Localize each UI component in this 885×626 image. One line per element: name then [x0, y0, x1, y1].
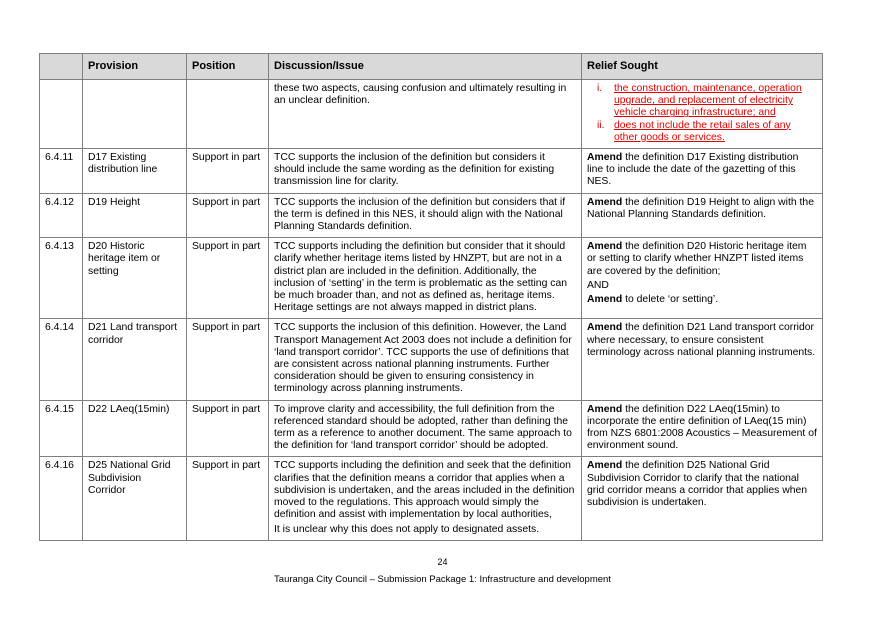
page-number: 24 — [437, 557, 448, 567]
cell-position: Support in part — [187, 149, 269, 194]
discussion-paragraph: It is unclear why this does not apply to designated assets. — [274, 523, 540, 535]
relief-text: AND — [587, 279, 609, 291]
relief-text: the definition D19 Height to align with the National Planning Standards definition. — [587, 196, 817, 220]
list-numeral: ii. — [597, 119, 605, 131]
relief-text: the definition D20 Historic heritage item or setting to clarify whether HNZPT listed items are covered by the definition; — [587, 241, 810, 277]
cell-discussion — [269, 238, 582, 319]
cell-position: Support in part — [187, 457, 269, 540]
cell-relief — [582, 149, 823, 194]
submission-table — [39, 53, 823, 541]
cell-number: 6.4.16 — [40, 457, 83, 540]
cell-position — [187, 80, 269, 149]
relief-text: to delete ‘or setting’. — [622, 294, 719, 306]
cell-discussion — [269, 149, 582, 194]
relief-paragraph — [587, 197, 817, 221]
relief-list-item — [587, 83, 817, 120]
discussion-paragraph: TCC supports including the definition and seek that the definition clarifies that the definition means a corridor that applies when a subdivision is undertaken, and the areas included in the definition moved to the regulations. This approach would simply the definition and assist with implementation by local authorities, — [274, 460, 575, 521]
discussion-paragraph: TCC supports the inclusion of the definition but considers it should include the same wording as the definition for existing transmission line for clarity. — [274, 152, 555, 188]
list-text: does not include the retail sales of any other goods or services. — [614, 119, 791, 143]
table-row — [40, 457, 823, 540]
relief-list-item — [587, 120, 817, 144]
amend-keyword: Amend — [587, 294, 623, 306]
cell-relief — [582, 80, 823, 149]
cell-number: 6.4.14 — [40, 319, 83, 400]
cell-provision: D22 LAeq(15min) — [83, 400, 187, 457]
cell-position: Support in part — [187, 238, 269, 319]
cell-position: Support in part — [187, 400, 269, 457]
cell-number: 6.4.11 — [40, 149, 83, 194]
list-text: the construction, maintenance, operation upgrade, and replacement of electricity vehicle charging infrastructure; and — [614, 83, 802, 119]
table-row — [40, 319, 823, 400]
cell-number — [40, 80, 83, 149]
cell-provision — [83, 80, 187, 149]
cell-relief — [582, 457, 823, 540]
amend-keyword: Amend — [587, 241, 623, 253]
table-row-continuation — [40, 80, 823, 149]
cell-provision: D21 Land transport corridor — [83, 319, 187, 400]
relief-paragraph — [587, 241, 817, 278]
cell-number: 6.4.13 — [40, 238, 83, 319]
amend-keyword: Amend — [587, 403, 623, 415]
amend-keyword: Amend — [587, 196, 623, 208]
relief-paragraph — [587, 294, 817, 306]
relief-paragraph — [587, 152, 817, 189]
cell-relief — [582, 193, 823, 238]
cell-discussion — [269, 319, 582, 400]
list-numeral: i. — [597, 83, 603, 94]
relief-text: the definition D22 LAeq(15min) to incorporate the entire definition of LAeq(15 min) from NZS 6801:2008 Acoustics – Measurement of environment sound. — [587, 403, 820, 452]
cell-provision: D25 National Grid Subdivision Corridor — [83, 457, 187, 540]
discussion-paragraph: TCC supports the inclusion of the definition but considers that if the term is defined in this NES, it should align with the National Planning Standards definition. — [274, 196, 566, 233]
header-provision: Provision — [83, 54, 187, 80]
relief-paragraph — [587, 403, 820, 453]
cell-relief — [582, 319, 823, 400]
cell-discussion — [269, 400, 582, 457]
cell-relief — [582, 238, 823, 319]
discussion-paragraph: TCC supports the inclusion of this definition. However, the Land Transport Management Act 2003 does not include a definition for ‘land transport corridor’. TCC supports the use of definitions that are consistent across national planning instruments. Further consideration should be given to ensuring consistency in terminology across planning instruments. — [274, 322, 572, 395]
cell-position: Support in part — [187, 193, 269, 238]
relief-tracked-list — [587, 83, 817, 144]
header-number — [40, 54, 83, 80]
header-relief: Relief Sought — [582, 54, 823, 80]
header-discussion: Discussion/Issue — [269, 54, 582, 80]
cell-position: Support in part — [187, 319, 269, 400]
relief-text: the definition D21 Land transport corridor where necessary, to ensure consistent terminology across national planning instruments. — [587, 322, 817, 358]
relief-paragraph — [587, 322, 817, 359]
table-row — [40, 149, 823, 194]
relief-paragraph — [587, 280, 817, 292]
cell-relief — [582, 400, 823, 457]
table-header-row — [40, 54, 823, 80]
cell-discussion — [269, 193, 582, 238]
amend-keyword: Amend — [587, 322, 623, 334]
table-row — [40, 238, 823, 319]
relief-paragraph — [587, 460, 817, 509]
relief-text: the definition D17 Existing distribution line to include the date of the gazetting of this NES. — [587, 152, 802, 188]
discussion-paragraph: TCC supports including the definition but consider that it should clarify whether heritage items listed by HNZPT, but are not in a district plan are included in the definition. Additionally, the inclusion of ‘setting’ in the term is problematic as the setting can be much broader than, and not as defined as, heritage items. Heritage settings are not always mapped in district plans. — [274, 241, 568, 314]
cell-provision: D19 Height — [83, 193, 187, 238]
cell-provision: D20 Historic heritage item or setting — [83, 238, 187, 319]
amend-keyword: Amend — [587, 460, 623, 472]
cell-discussion: these two aspects, causing confusion and ultimately resulting in an unclear definition. — [269, 80, 582, 149]
relief-text: the definition D25 National Grid Subdivision Corridor to clarify that the national grid corridor means a corridor that applies when subdivision is undertaken. — [587, 460, 810, 509]
table-row — [40, 193, 823, 238]
page-footer: Tauranga City Council – Submission Package 1: Infrastructure and development — [274, 574, 611, 585]
amend-keyword: Amend — [587, 152, 623, 164]
cell-provision: D17 Existing distribution line — [83, 149, 187, 194]
cell-number: 6.4.15 — [40, 400, 83, 457]
cell-discussion — [269, 457, 582, 540]
discussion-paragraph: To improve clarity and accessibility, the full definition from the referenced standard should be adopted, rather than defining the term as a reference to another document. The same approach to the definition for ‘land transport corridor’ should be adopted. — [274, 403, 572, 452]
header-position: Position — [187, 54, 269, 80]
table-row — [40, 400, 823, 457]
cell-number: 6.4.12 — [40, 193, 83, 238]
